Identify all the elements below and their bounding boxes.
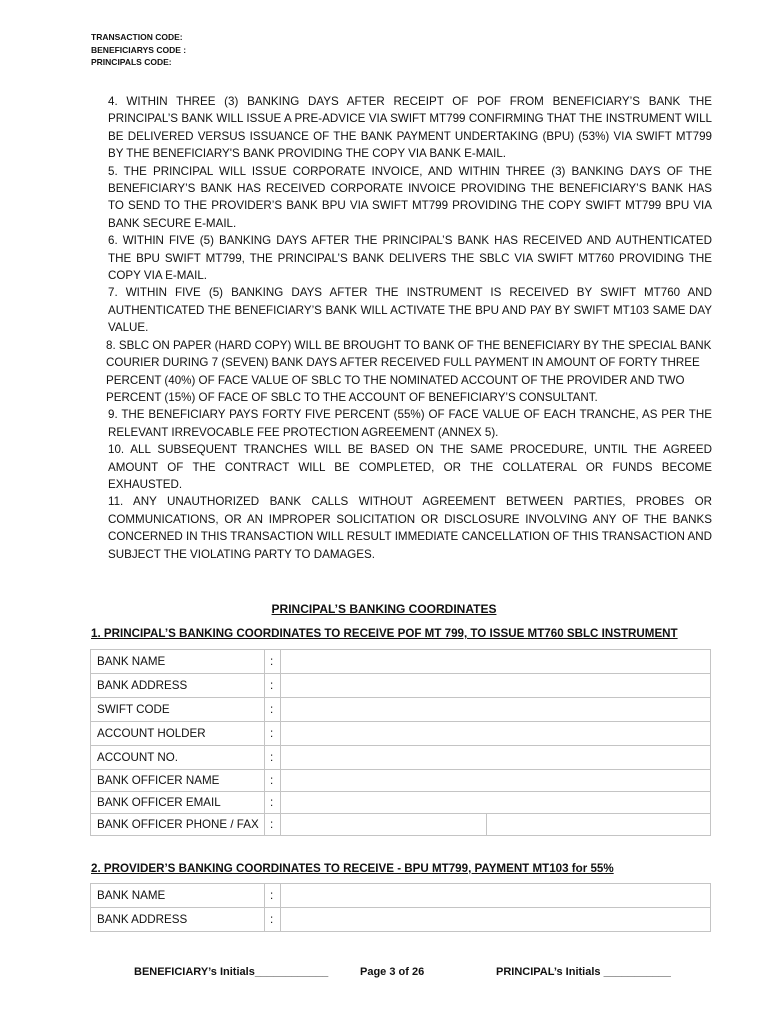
table-row [91,908,711,932]
table-row [91,814,711,836]
row-label: BANK OFFICER NAME [91,770,265,792]
account-number-value-cell[interactable] [281,746,711,770]
table-row [91,770,711,792]
table-row [91,698,711,722]
section-title: PRINCIPAL’S BANKING COORDINATES [271,602,497,616]
row-colon: : [265,908,281,932]
bank-name-value-cell[interactable] [281,650,711,674]
table-row [91,674,711,698]
row-colon: : [265,674,281,698]
beneficiary-initials: BENEFICIARY’s Initials____________ [134,966,329,978]
bank-address-value-cell[interactable] [281,674,711,698]
table-row [91,884,711,908]
transaction-code-label: TRANSACTION CODE: [91,32,183,42]
paragraph-10: 10. ALL SUBSEQUENT TRANCHES WILL BE BASED ON THE SAME PROCEDURE, UNTIL THE AGREED AMOUNT OF THE CONTRACT WILL BE COMPLETED, OR THE COLLATERAL OR FUNDS BECOME EXHAUSTED. [108,443,712,491]
row-colon: : [265,792,281,814]
bank-officer-fax-cell[interactable] [487,814,710,835]
principal-coordinates-subtitle: 1. PRINCIPAL’S BANKING COORDINATES TO RECEIVE POF MT 799, TO ISSUE MT760 SBLC INSTRUMENT [91,627,678,640]
bank-officer-email-value-cell[interactable] [281,792,711,814]
swift-code-value-cell[interactable] [281,698,711,722]
provider-bank-name-value-cell[interactable] [281,884,711,908]
row-label: BANK NAME [91,650,265,674]
principal-initials: PRINCIPAL’s Initials ___________ [496,966,671,978]
paragraph-5: 5. THE PRINCIPAL WILL ISSUE CORPORATE INVOICE, AND WITHIN THREE (3) BANKING DAYS OF THE BENEFICIARY’S BANK HAS RECEIVED CORPORATE INVOICE PROVIDING THE BENEFICIARY’S BANK HAS TO SEND TO THE PROVIDER’S BANK BPU VIA SWIFT MT799 PROVIDING THE COPY SWIFT MT799 BPU VIA BANK SECURE E-MAIL. [108,164,712,230]
table-row [91,650,711,674]
row-label: SWIFT CODE [91,698,265,722]
row-label: ACCOUNT HOLDER [91,722,265,746]
document-header [91,31,186,69]
table-row [91,792,711,814]
provider-coordinates-subtitle: 2. PROVIDER’S BANKING COORDINATES TO RECEIVE - BPU MT799, PAYMENT MT103 for 55% [91,862,614,875]
procedure-text [108,93,712,563]
paragraph-11: 11. ANY UNAUTHORIZED BANK CALLS WITHOUT AGREEMENT BETWEEN PARTIES, PROBES OR COMMUNICATIONS, OR AN IMPROPER SOLICITATION OR DISCLOSURE INVOLVING ANY OF THE BANKS CONCERNED IN THIS TRANSACTION WILL RESULT IMMEDIATE CANCELLATION OF THIS TRANSACTION AND SUBJECT THE VIOLATING PARTY TO DAMAGES. [108,495,712,561]
table-row [91,746,711,770]
row-colon: : [265,698,281,722]
paragraph-4: 4. WITHIN THREE (3) BANKING DAYS AFTER RECEIPT OF POF FROM BENEFICIARY’S BANK THE PRINCIPAL’S BANK WILL ISSUE A PRE-ADVICE VIA SWIFT MT799 CONFIRMING THAT THE INSTRUMENT WILL BE DELIVERED VERSUS ISSUANCE OF THE BANK PAYMENT UNDERTAKING (BPU) (53%) VIA SWIFT MT799 BY THE BENEFICIARY'S BANK PROVIDING THE COPY VIA BANK E-MAIL. [108,95,712,161]
row-colon: : [265,650,281,674]
page-number: Page 3 of 26 [360,966,425,978]
paragraph-8: 8. SBLC ON PAPER (HARD COPY) WILL BE BROUGHT TO BANK OF THE BENEFICIARY BY THE SPECIAL BANK COURIER DURING 7 (SEVEN) BANK DAYS AFTER RECEIVED FULL PAYMENT IN AMOUNT OF FORTY THREE PERCENT (40%) OF FACE VALUE OF SBLC TO THE NOMINATED ACCOUNT OF THE PROVIDER AND TWO PERCENT (15%) OF FACE OF SBLC TO THE ACCOUNT OF BENEFICIARY’S CONSULTANT. [106,338,712,404]
row-label: BANK NAME [91,884,265,908]
beneficiarys-code-label: BENEFICIARYS CODE : [91,44,187,55]
provider-bank-address-value-cell[interactable] [281,908,711,932]
provider-coordinates-table [90,883,711,932]
row-colon: : [265,722,281,746]
row-colon: : [265,814,281,836]
table-row [91,722,711,746]
row-label: BANK OFFICER EMAIL [91,792,265,814]
principals-code-label: PRINCIPALS CODE: [91,57,172,67]
row-label: BANK ADDRESS [91,674,265,698]
row-label: BANK ADDRESS [91,908,265,932]
bank-officer-phone-cell[interactable] [281,814,487,835]
phone-fax-split [281,814,710,835]
account-holder-value-cell[interactable] [281,722,711,746]
row-label: BANK OFFICER PHONE / FAX [91,814,265,836]
row-colon: : [265,746,281,770]
row-colon: : [265,770,281,792]
paragraph-9: 9. THE BENEFICIARY PAYS FORTY FIVE PERCENT (55%) OF FACE VALUE OF EACH TRANCHE, AS PER THE RELEVANT IRREVOCABLE FEE PROTECTION AGREEMENT (ANNEX 5). [108,408,712,439]
paragraph-7: 7. WITHIN FIVE (5) BANKING DAYS AFTER THE INSTRUMENT IS RECEIVED BY SWIFT MT760 AND AUTHENTICATED THE BENEFICIARY’S BANK WILL ACTIVATE THE BPU AND PAY BY SWIFT MT103 SAME DAY VALUE. [108,286,712,335]
principal-coordinates-table [90,649,711,836]
bank-officer-name-value-cell[interactable] [281,770,711,792]
paragraph-6: 6. WITHIN FIVE (5) BANKING DAYS AFTER THE PRINCIPAL’S BANK HAS RECEIVED AND AUTHENTICATED THE BPU SWIFT MT799, THE PRINCIPAL’S BANK DELIVERS THE SBLC VIA SWIFT MT760 PROVIDING THE COPY VIA E-MAIL. [108,234,712,283]
row-colon: : [265,884,281,908]
bank-officer-phone-fax-value-cell [281,814,711,836]
row-label: ACCOUNT NO. [91,746,265,770]
